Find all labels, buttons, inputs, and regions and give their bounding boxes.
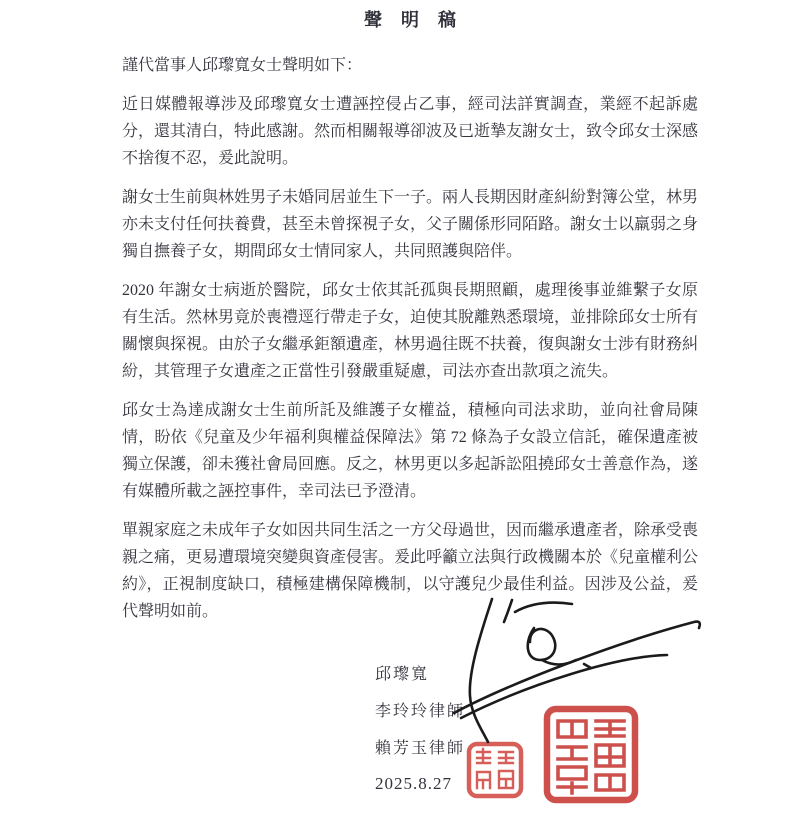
paragraph-5: 單親家庭之未成年子女如因共同生活之一方父母過世，因而繼承遺產者，除承受喪親之痛，更易遭環境突變與資產侵害。爰此呼籲立法與行政機關本於《兒童權利公約》，正視制度缺口，積極建構保障機制，以守護兒少最佳利益。因涉及公益，爰代聲明如前。 [122,522,699,620]
paragraph-1: 近日媒體報導涉及邱瓈寬女士遭誣控侵占乙事，經司法詳實調查，業經不起訴處分，還其清白，特此感謝。然而相關報導卻波及已逝摯友謝女士，致令邱女士深感不捨復不忍，爰此說明。 [122,96,699,167]
document-body [122,6,698,625]
document-title: 聲明稿 [364,10,475,30]
signatory-name-3: 賴芳玉律師 [375,740,466,757]
signature-block [375,654,465,802]
paragraph-2: 謝女士生前與林姓男子未婚同居並生下一子。兩人長期因財產糾紛對簿公堂，林男亦未支付任何扶養費，甚至未曾探視子女，父子關係形同陌路。謝女士以羸弱之身獨自撫養子女，期間邱女士情同家人，共同照護與陪伴。 [122,189,699,260]
signatory-name-1: 邱瓈寬 [375,666,430,683]
paragraph-3: 2020 年謝女士病逝於醫院，邱女士依其託孤與長期照顧，處理後事並維繫子女原有生活。然林男竟於喪禮逕行帶走子女，迫使其脫離熟悉環境，並排除邱女士所有關懷與探視。由於子女繼承鉅額遺產，林男過往既不扶養，復與謝女士涉有財務糾紛，其管理子女遺產之正當性引發嚴重疑慮，司法亦查出款項之流失。 [122,282,699,380]
intro-line: 謹代當事人邱瓈寬女士聲明如下： [122,57,363,74]
lawyer-seal-large-icon [543,705,639,804]
signatory-name-2: 李玲玲律師 [375,703,466,720]
lawyer-seal-small-icon [466,741,524,799]
paragraph-4: 邱女士為達成謝女士生前所託及維護子女權益，積極向司法求助，並向社會局陳情，盼依《兒童及少年福利與權益保障法》第 72 條為子女設立信託，確保遺產被獨立保護，卻未獲社會局回應。反之，林男更以多起訴訟阻撓邱女士善意作為，遂有媒體所載之誣控事件，幸司法已予澄清。 [122,402,699,500]
statement-date: 2025.8.27 [375,773,452,793]
